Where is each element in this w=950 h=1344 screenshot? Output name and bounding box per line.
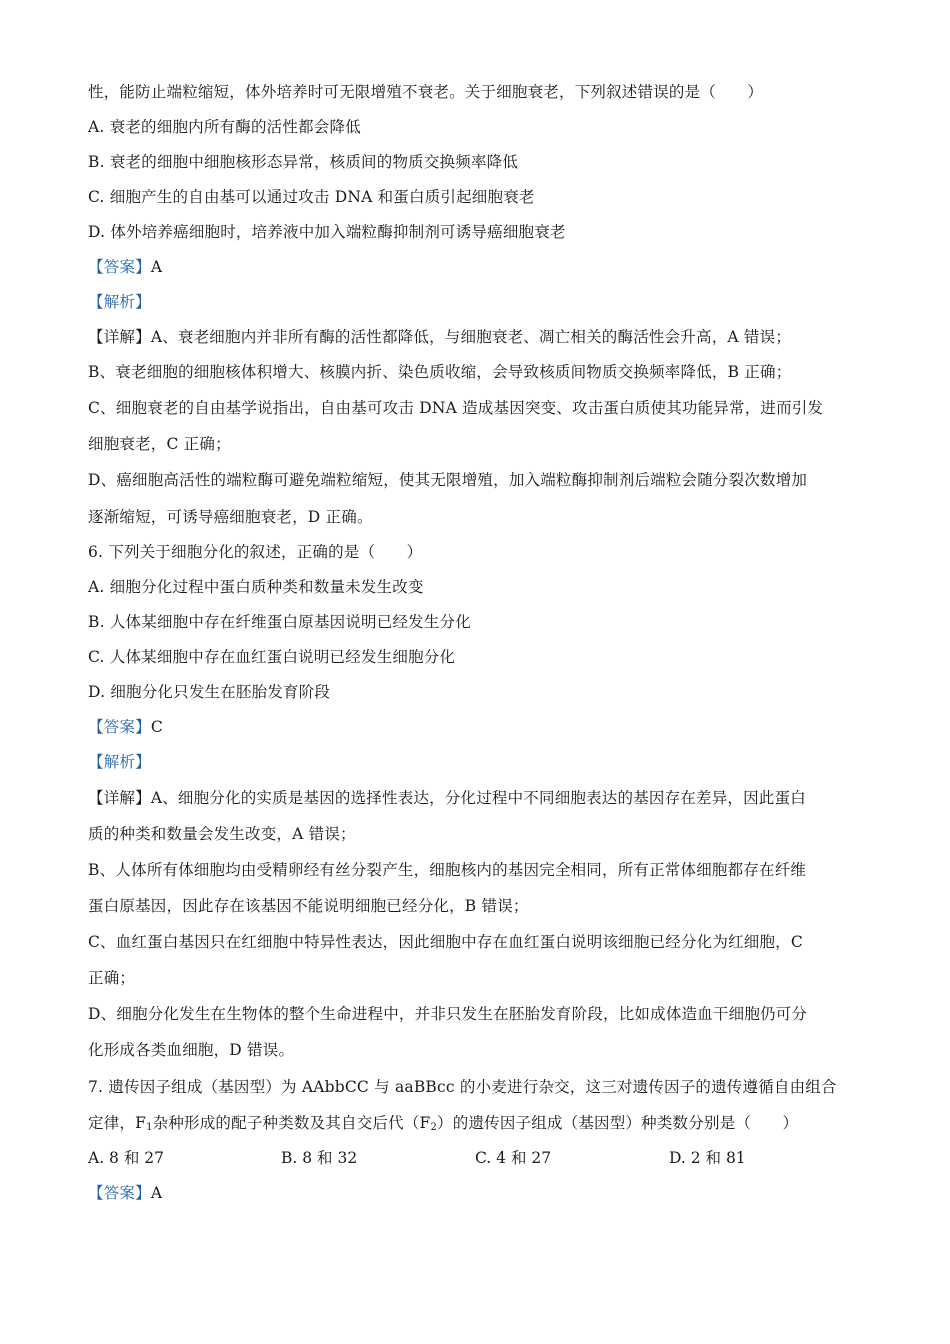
detail-text: A、细胞分化的实质是基因的选择性表达，分化过程中不同细胞表达的基因存在差异，因此蛋白 — [150, 789, 806, 807]
detail-tag: 【详解】 — [88, 789, 151, 807]
question-5-detail-d-line1: D、癌细胞高活性的端粒酶可避免端粒缩短，使其无限增殖，加入端粒酶抑制剂后端粒会随分裂次数增加 — [88, 471, 808, 489]
question-5-option-b: B. 衰老的细胞中细胞核形态异常，核质间的物质交换频率降低 — [88, 153, 519, 171]
question-7-stem-line1: 7. 遗传因子组成（基因型）为 AAbbCC 与 aaBBcc 的小麦进行杂交，这三对遗传因子的遗传遵循自由组合 — [88, 1078, 837, 1096]
analysis-tag: 【解析】 — [88, 293, 151, 311]
question-7-option-c: C. 4 和 27 — [475, 1149, 552, 1167]
question-6-detail-d-line1: D、细胞分化发生在生物体的整个生命进程中，并非只发生在胚胎发育阶段，比如成体造血干细胞仍可分 — [88, 1005, 808, 1023]
answer-tag: 【答案】 — [88, 718, 151, 736]
question-5-option-a: A. 衰老的细胞内所有酶的活性都会降低 — [88, 118, 361, 136]
question-6-detail-c-line2: 正确； — [88, 969, 136, 987]
question-5-analysis-tag — [88, 292, 151, 312]
question-5-detail-a — [88, 327, 791, 347]
analysis-tag: 【解析】 — [88, 753, 151, 771]
question-6-detail-c-line1: C、血红蛋白基因只在红细胞中特异性表达，因此细胞中存在血红蛋白说明该细胞已经分化为红细胞，C — [88, 933, 803, 951]
answer-value: A — [150, 258, 163, 276]
question-5-stem-tail: 性，能防止端粒缩短，体外培养时可无限增殖不衰老。关于细胞衰老，下列叙述错误的是（ ） — [88, 83, 764, 101]
question-6-option-d: D. 细胞分化只发生在胚胎发育阶段 — [88, 683, 331, 701]
question-6-detail-a-line2: 质的种类和数量会发生改变，A 错误； — [88, 825, 356, 843]
question-5-option-c: C. 细胞产生的自由基可以通过攻击 DNA 和蛋白质引起细胞衰老 — [88, 188, 535, 206]
question-5-option-d: D. 体外培养癌细胞时，培养液中加入端粒酶抑制剂可诱导癌细胞衰老 — [88, 223, 566, 241]
question-6-answer — [88, 717, 163, 737]
answer-tag: 【答案】 — [88, 1184, 151, 1202]
question-7-stem-line2 — [88, 1113, 798, 1138]
answer-value: A — [150, 1184, 163, 1202]
question-5-detail-c-line2: 细胞衰老，C 正确； — [88, 435, 231, 453]
subscript: 2 — [430, 1122, 438, 1133]
question-6-detail-b-line2: 蛋白原基因，因此存在该基因不能说明细胞已经分化，B 错误； — [88, 897, 529, 915]
question-6-stem: 6. 下列关于细胞分化的叙述，正确的是（ ） — [88, 543, 423, 561]
question-6-detail-a-line1 — [88, 788, 806, 808]
question-7-option-b: B. 8 和 32 — [281, 1149, 358, 1167]
answer-value: C — [150, 718, 163, 736]
question-6-option-b: B. 人体某细胞中存在纤维蛋白原基因说明已经发生分化 — [88, 613, 471, 631]
answer-tag: 【答案】 — [88, 258, 151, 276]
stem-text: 定律，F — [88, 1114, 147, 1132]
question-6-analysis-tag — [88, 752, 151, 772]
question-5-detail-b: B、衰老细胞的细胞核体积增大、核膜内折、染色质收缩，会导致核质间物质交换频率降低，B 正确； — [88, 363, 792, 381]
question-6-detail-d-line2: 化形成各类血细胞，D 错误。 — [88, 1041, 295, 1059]
subscript: 1 — [146, 1122, 153, 1133]
question-5-detail-c-line1: C、细胞衰老的自由基学说指出，自由基可攻击 DNA 造成基因突变、攻击蛋白质使其功能异常，进而引发 — [88, 399, 824, 417]
detail-tag: 【详解】 — [88, 328, 151, 346]
question-5-detail-d-line2: 逐渐缩短，可诱导癌细胞衰老，D 正确。 — [88, 508, 373, 526]
question-7-option-d: D. 2 和 81 — [669, 1149, 746, 1167]
stem-text: 杂种形成的配子种类数及其自交后代（F — [152, 1114, 431, 1132]
question-6-option-a: A. 细胞分化过程中蛋白质种类和数量未发生改变 — [88, 578, 424, 596]
stem-text: ）的遗传因子组成（基因型）种类数分别是（ ） — [437, 1114, 799, 1132]
question-5-answer — [88, 257, 162, 277]
question-6-detail-b-line1: B、人体所有体细胞均由受精卵经有丝分裂产生，细胞核内的基因完全相同，所有正常体细胞都存在纤维 — [88, 861, 807, 879]
question-7-answer — [88, 1183, 162, 1203]
question-7-option-a: A. 8 和 27 — [88, 1149, 164, 1167]
detail-text: A、衰老细胞内并非所有酶的活性都降低，与细胞衰老、凋亡相关的酶活性会升高，A 错误； — [150, 328, 792, 346]
question-6-option-c: C. 人体某细胞中存在血红蛋白说明已经发生细胞分化 — [88, 648, 456, 666]
